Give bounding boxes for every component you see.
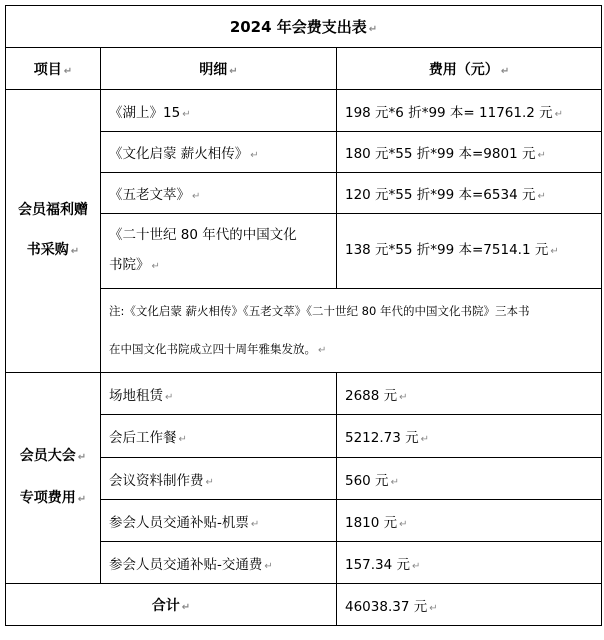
table-cell-cost: 1810 元 ↵ <box>337 500 602 542</box>
table-cell-cost: 560 元 ↵ <box>337 458 602 500</box>
table-cell-cost: 157.34 元 ↵ <box>337 542 602 584</box>
paragraph-mark-icon: ↵ <box>390 476 399 488</box>
paragraph-mark-icon: ↵ <box>318 344 327 356</box>
table-cell-cost: 2688 元 ↵ <box>337 373 602 415</box>
table-cell-detail: 会议资料制作费 ↵ <box>101 458 337 500</box>
table-title-text: 2024 年会费支出表 <box>229 18 367 36</box>
paragraph-mark-icon: ↵ <box>250 518 260 530</box>
paragraph-mark-icon: ↵ <box>182 108 191 120</box>
table-cell-detail: 参会人员交通补贴-交通费 ↵ <box>101 542 337 584</box>
paragraph-mark-icon: ↵ <box>192 191 201 202</box>
category-meeting-costs: 会员大会 ↵ 专项费用 ↵ <box>6 373 101 584</box>
table-cell-detail: 《湖上》15 ↵ <box>101 90 337 132</box>
table-cell-cost: 5212.73 元 ↵ <box>337 415 602 458</box>
paragraph-mark-icon: ↵ <box>429 602 438 614</box>
paragraph-mark-icon: ↵ <box>63 65 73 77</box>
total-label: 合计 ↵ <box>6 584 337 626</box>
table-cell-detail: 参会人员交通补贴-机票 ↵ <box>101 500 337 542</box>
paragraph-mark-icon: ↵ <box>537 150 546 161</box>
paragraph-mark-icon: ↵ <box>165 391 174 403</box>
paragraph-mark-icon: ↵ <box>554 108 564 120</box>
total-value: 46038.37 元 ↵ <box>337 584 602 626</box>
expense-table <box>5 5 602 626</box>
paragraph-mark-icon: ↵ <box>399 391 408 403</box>
table-cell-cost: 120 元*55 折*99 本=6534 元 ↵ <box>337 173 602 214</box>
table-cell-detail: 《五老文萃》 ↵ <box>101 173 337 214</box>
paragraph-mark-icon: ↵ <box>412 560 421 572</box>
paragraph-mark-icon: ↵ <box>151 261 160 272</box>
table-note: 注:《文化启蒙 薪火相传》《五老文萃》《二十世纪 80 年代的中国文化书院》三本书 在中国文化书院成立四十周年雅集发放。 ↵ <box>101 289 602 373</box>
paragraph-mark-icon: ↵ <box>368 24 378 35</box>
header-detail: 明细 ↵ <box>101 48 337 90</box>
paragraph-mark-icon: ↵ <box>500 65 510 77</box>
paragraph-mark-icon: ↵ <box>250 150 259 161</box>
paragraph-mark-icon: ↵ <box>550 246 559 257</box>
table-cell-cost: 180 元*55 折*99 本=9801 元 ↵ <box>337 132 602 173</box>
paragraph-mark-icon: ↵ <box>399 518 408 530</box>
paragraph-mark-icon: ↵ <box>264 560 273 572</box>
table-cell-cost: 198 元*6 折*99 本= 11761.2 元 ↵ <box>337 90 602 132</box>
table-cell-cost: 138 元*55 折*99 本=7514.1 元 ↵ <box>337 214 602 289</box>
paragraph-mark-icon: ↵ <box>205 476 214 488</box>
paragraph-mark-icon: ↵ <box>229 65 238 77</box>
header-item: 项目 ↵ <box>6 48 101 90</box>
paragraph-mark-icon: ↵ <box>537 191 546 202</box>
paragraph-mark-icon: ↵ <box>70 246 80 257</box>
table-cell-detail: 《二十世纪 80 年代的中国文化 书院》 ↵ <box>101 214 337 289</box>
paragraph-mark-icon: ↵ <box>77 494 87 505</box>
category-book-purchase: 会员福利赠 书采购 ↵ <box>6 90 101 373</box>
table-cell-detail: 会后工作餐 ↵ <box>101 415 337 458</box>
paragraph-mark-icon: ↵ <box>178 434 187 445</box>
header-cost: 费用（元） ↵ <box>337 48 602 90</box>
table-cell-detail: 场地租赁 ↵ <box>101 373 337 415</box>
paragraph-mark-icon: ↵ <box>77 452 87 463</box>
table-cell-detail: 《文化启蒙 薪火相传》 ↵ <box>101 132 337 173</box>
paragraph-mark-icon: ↵ <box>420 434 430 445</box>
paragraph-mark-icon: ↵ <box>181 601 191 613</box>
table-title <box>6 6 602 48</box>
